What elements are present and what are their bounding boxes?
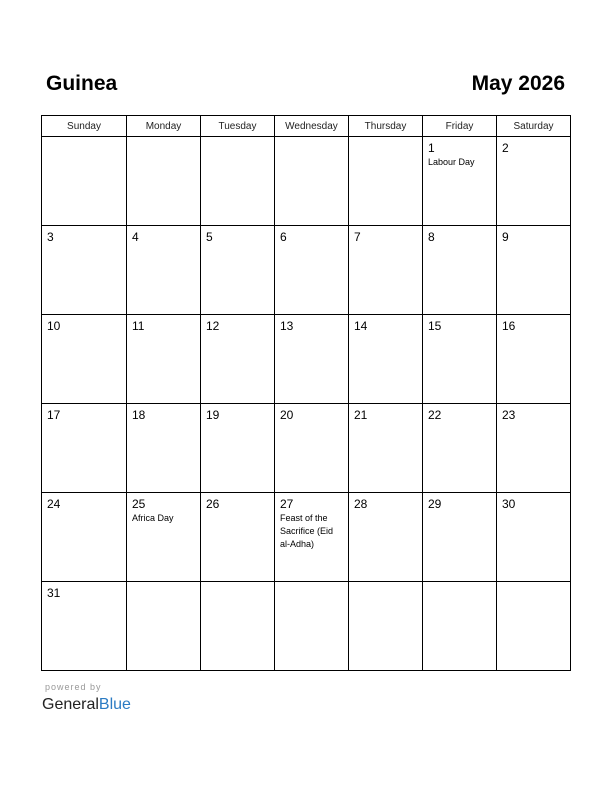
month-year-title: May 2026 xyxy=(471,72,565,95)
day-cell xyxy=(497,404,571,493)
day-cell xyxy=(127,137,201,226)
day-cell xyxy=(275,582,349,671)
day-cell xyxy=(127,226,201,315)
week-row xyxy=(42,493,571,582)
day-cell xyxy=(201,404,275,493)
day-cell xyxy=(127,404,201,493)
holiday-label xyxy=(497,244,570,245)
day-cell xyxy=(349,493,423,582)
day-cell xyxy=(497,582,571,671)
week-row xyxy=(42,582,571,671)
day-cell xyxy=(349,315,423,404)
day-cell xyxy=(423,404,497,493)
holiday-label xyxy=(275,586,348,587)
holiday-label xyxy=(42,511,126,512)
day-cell xyxy=(42,226,127,315)
day-cell xyxy=(42,493,127,582)
weekday-header: Tuesday xyxy=(201,116,275,137)
holiday-label xyxy=(423,333,496,334)
holiday-label xyxy=(127,141,200,142)
day-number: 7 xyxy=(354,230,361,244)
generalblue-logo[interactable] xyxy=(42,695,131,715)
day-number: 5 xyxy=(206,230,213,244)
day-number: 21 xyxy=(354,408,368,422)
day-number: 14 xyxy=(354,319,368,333)
day-number: 11 xyxy=(132,319,145,333)
brand-name-part1: General xyxy=(42,696,99,713)
holiday-label xyxy=(349,141,422,142)
holiday-label xyxy=(497,422,570,423)
holiday-label xyxy=(497,155,570,156)
holiday-label xyxy=(497,333,570,334)
day-number: 19 xyxy=(206,408,220,422)
day-cell xyxy=(423,582,497,671)
holiday-label xyxy=(497,586,570,587)
holiday-label xyxy=(275,141,348,142)
day-number: 25 xyxy=(132,497,146,511)
country-title: Guinea xyxy=(46,72,118,95)
holiday-label: Labour Day xyxy=(428,157,475,167)
holiday-label xyxy=(42,333,126,334)
holiday-label xyxy=(423,511,496,512)
weekday-header: Friday xyxy=(423,116,497,137)
day-number: 26 xyxy=(206,497,220,511)
holiday-label xyxy=(201,333,274,334)
holiday-label xyxy=(423,586,496,587)
day-cell xyxy=(349,226,423,315)
weekday-header-row xyxy=(42,116,571,137)
day-cell xyxy=(275,137,349,226)
holiday-label xyxy=(349,511,422,512)
day-cell xyxy=(201,493,275,582)
holiday-label xyxy=(127,333,200,334)
day-cell xyxy=(497,493,571,582)
day-cell xyxy=(127,315,201,404)
day-number: 6 xyxy=(280,230,287,244)
week-row xyxy=(42,137,571,226)
day-cell xyxy=(275,315,349,404)
holiday-label xyxy=(201,422,274,423)
holiday-label xyxy=(349,333,422,334)
brand-name-part2: Blue xyxy=(98,696,131,713)
holiday-label xyxy=(423,244,496,245)
day-cell xyxy=(42,582,127,671)
holiday-label xyxy=(42,422,126,423)
holiday-label xyxy=(275,422,348,423)
day-cell xyxy=(423,315,497,404)
holiday-label xyxy=(42,244,126,245)
day-number: 24 xyxy=(47,497,61,511)
day-number: 4 xyxy=(132,230,139,244)
day-cell xyxy=(275,226,349,315)
holiday-label xyxy=(42,141,126,142)
day-number: 8 xyxy=(428,230,435,244)
day-number: 10 xyxy=(47,319,61,333)
day-cell xyxy=(275,493,349,582)
day-cell xyxy=(497,137,571,226)
holiday-label xyxy=(497,511,570,512)
weekday-header: Sunday xyxy=(42,116,127,137)
day-number: 2 xyxy=(502,141,509,155)
day-cell xyxy=(275,404,349,493)
week-row xyxy=(42,404,571,493)
day-cell xyxy=(42,137,127,226)
week-row xyxy=(42,226,571,315)
day-cell xyxy=(497,315,571,404)
day-cell xyxy=(127,493,201,582)
holiday-label xyxy=(42,600,126,601)
day-cell xyxy=(423,137,497,226)
day-number: 16 xyxy=(502,319,516,333)
holiday-label xyxy=(127,244,200,245)
weekday-header: Saturday xyxy=(497,116,571,137)
day-cell xyxy=(201,137,275,226)
day-number: 17 xyxy=(47,408,61,422)
holiday-label xyxy=(201,141,274,142)
holiday-label xyxy=(275,333,348,334)
day-number: 23 xyxy=(502,408,516,422)
day-number: 29 xyxy=(428,497,442,511)
holiday-label xyxy=(275,244,348,245)
day-cell xyxy=(423,226,497,315)
powered-by-text: powered by xyxy=(45,682,102,692)
day-number: 15 xyxy=(428,319,442,333)
day-number: 13 xyxy=(280,319,294,333)
day-number: 3 xyxy=(47,230,54,244)
day-number: 31 xyxy=(47,586,61,600)
day-number: 18 xyxy=(132,408,146,422)
holiday-label xyxy=(201,244,274,245)
day-number: 27 xyxy=(280,497,294,511)
day-cell xyxy=(42,315,127,404)
weekday-header: Thursday xyxy=(349,116,423,137)
day-cell xyxy=(201,582,275,671)
day-cell xyxy=(349,404,423,493)
holiday-label xyxy=(201,511,274,512)
calendar-grid xyxy=(41,115,571,671)
holiday-label: Africa Day xyxy=(132,513,174,523)
day-cell xyxy=(201,226,275,315)
footer-branding xyxy=(42,682,131,715)
holiday-label xyxy=(423,422,496,423)
holiday-label: Feast of the Sacrifice (Eid al-Adha) xyxy=(280,513,334,549)
day-number: 28 xyxy=(354,497,368,511)
day-number: 12 xyxy=(206,319,220,333)
day-number: 20 xyxy=(280,408,294,422)
day-cell xyxy=(349,582,423,671)
day-cell xyxy=(127,582,201,671)
week-row xyxy=(42,315,571,404)
holiday-label xyxy=(349,586,422,587)
day-cell xyxy=(42,404,127,493)
day-number: 30 xyxy=(502,497,516,511)
day-cell xyxy=(497,226,571,315)
day-number: 1 xyxy=(428,141,435,155)
holiday-label xyxy=(349,244,422,245)
weekday-header: Monday xyxy=(127,116,201,137)
day-number: 9 xyxy=(502,230,509,244)
day-cell xyxy=(201,315,275,404)
weekday-header: Wednesday xyxy=(275,116,349,137)
holiday-label xyxy=(127,586,200,587)
holiday-label xyxy=(349,422,422,423)
holiday-label xyxy=(127,422,200,423)
day-cell xyxy=(349,137,423,226)
day-cell xyxy=(423,493,497,582)
holiday-label xyxy=(201,586,274,587)
day-number: 22 xyxy=(428,408,442,422)
